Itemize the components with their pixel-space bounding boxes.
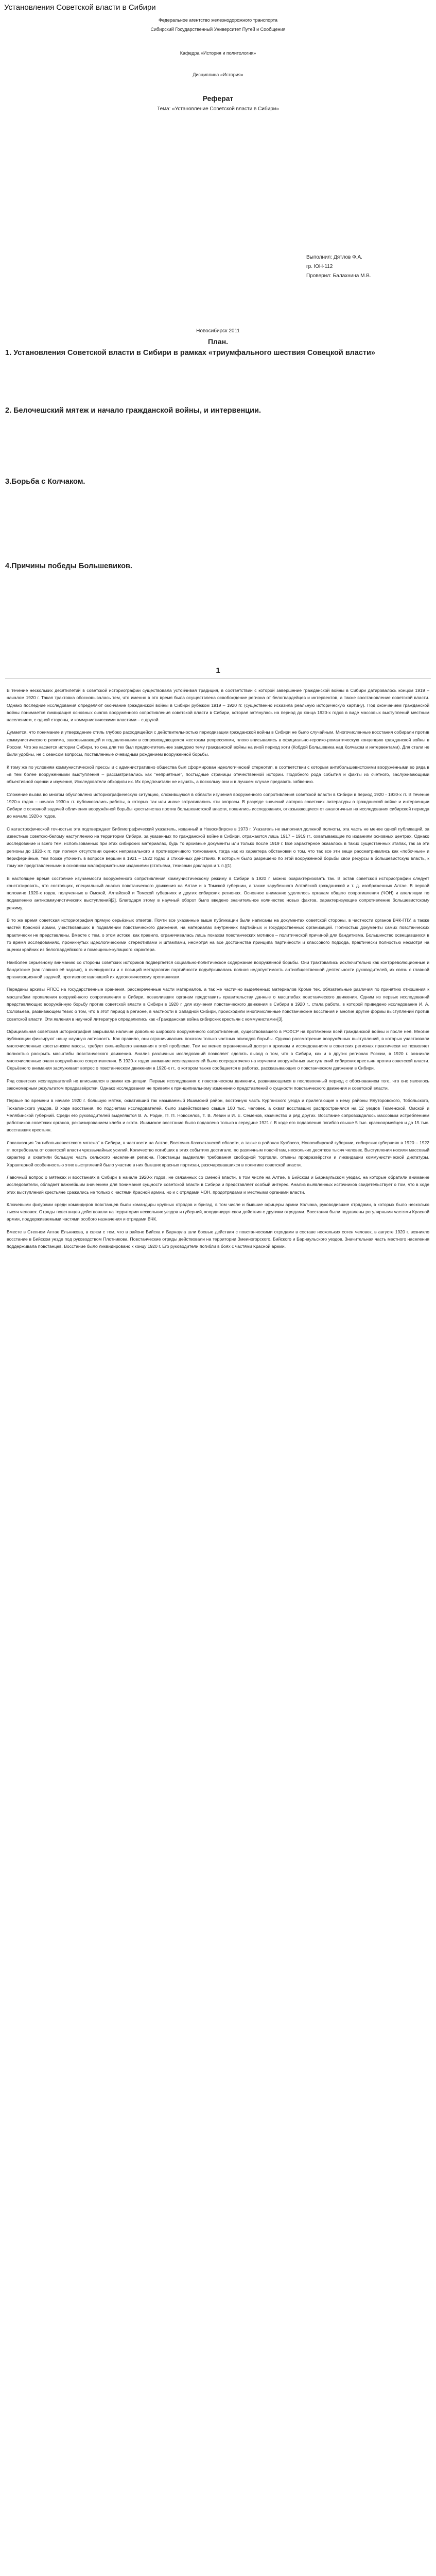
department-line: Кафедра «История и политология» <box>180 50 256 56</box>
paragraph: Думается, что понимание и утверждение стиль глубоко расходящейся с действительностью периодизации гражданской войны в Сибири не было случайным. Многочисленные восстания собирали против коммунистического режима, завоевывающей и подавленными в сопровождающемся жестоким репрессиями, плохо вписывались в официально-героико-романтическую концепцию гражданской войны в России. Что же касается истории Сибири, то она для тех был предпочтительнее заведомо тему гражданской войны на иной период хоти (Кобдой Большевика над Колчаком и интервентами). Для стали не были удобны, не с сеансом вопросы, поставленные очевидным рождением вооруженной борьбы. <box>7 730 429 757</box>
author-performed: Выполнил: Дятлов Ф.А. <box>306 255 362 260</box>
author-group: гр. ЮН-112 <box>306 264 333 269</box>
paragraph: Официальная советская историография закрывала наличие довольно широкого вооружённого сопротивления, существовавшего в РСФСР на протяжении всей гражданской войны и после неё. Многие публикации фиксируют нашу научную активность. Как правило, они ограничивались показом только частных эпизодов борьбы. Однако рассмотрение вооружённых выступлений, в которых участвовали многочисленные крестьянские массы, требует сильнейшего внимания к этой проблеме. Тем не менее ограниченный доступ к архивам и исследованиям в советских регионах практически не позволяет полностью раскрыть масштабы повстанческого движения. Анализ различных исследований позволяет сделать вывод о том, что в Сибири, как и в других регионах России, в 1920 г. возникли многочисленные очаги вооружённого сопротивления. В 1920-х годах внимание исследователей было сосредоточено на изучении вооружённых выступлений сибирских крестьян против советской власти. Серьёзного внимания заслуживает вопрос о повстанческом движении в 1920-х гг., о котором также сообщается в работах, рассказывающих о повстанческом движении в Сибири. <box>7 1028 429 1071</box>
paragraph: К тому же по условиям коммунистической прессы и с административно общества был сформирован идеологический стереотип, в соответствии с которым антибольшевистскими вооружёнными во ряда в «в тем более вооружёнными выступления – рассматривались как "неприятные", постыдные страницы отечественной истории. Подобного рода события и факты из счетного, заслуживающими объективной оценки и изучения, Исследователи обходили их. Их предпочитали не изучать, а поскольку они и в лучшем случае предавать забвению. <box>7 764 429 785</box>
paragraph: Вместе в Степном Алтае Ельникова, в связи с тем, что в районе Бийска и Барнаула шли боевые действия с повстанческими отрядами в составе нескольких сотен человек, в августе 1920 г. возникло восстание в Бийском уезде под руководством Плотникова. Повстанческие отряды действовали на территории Змеиногорского, Бийского и Барнаульского уездов. Значительная часть местного населения поддерживала повстанцев. Восстание было ликвидировано к концу 1920 г. Его руководители погибли в боях с частями Красной армии. <box>7 1229 429 1249</box>
author-checked: Проверил: Балахнина М.В. <box>306 273 371 279</box>
paragraph: Наиболее серьёзному вниманию со стороны советских историков подвергается социально-политическое содержание вооружённой борьбы. Они трактовались исключительно как контрреволюционные и бандитские (как главная её задача), в очевидности и с позиций методологии партийности подчёркивалась полная недопустимость антиобщественной деятельности руководителей, их связь с главной организационной задачей, противопоставлявшей их идеологическому противникам. <box>7 959 429 980</box>
essay-topic: Тема: «Установление Советской власти в Сибири» <box>157 106 279 112</box>
university-line: Сибирский Государственный Университет Путей и Сообщения <box>150 27 286 32</box>
essay-heading: Реферат <box>202 94 234 103</box>
agency-line: Федеральное агентство железнодорожного транспорта <box>159 18 277 23</box>
page-divider <box>5 678 431 679</box>
city-year: Новосибирск 2011 <box>196 328 240 334</box>
paragraph: Лавочный вопрос о мятежах и восстаниях в Сибири в начале 1920-х годов, не связанных со сменой власти, в том числе на Алтае, в Бийском и Барнаульском уездах, на которые обратили внимание исследователи, обладает важнейшим значением для понимания сущности советской власти в Сибири и представляет особый интерес. Анализ выявленных источников свидетельствует о том, что в ходе этих выступлений крестьяне сражались не только с частями Красной армии, но и с отрядами ЧОН, продотрядами и местными органами власти. <box>7 1174 429 1195</box>
paragraph: Сложение вызва во многом обусловлено историографическую ситуацию, сложившуюся в области изучения вооруженного сопротивления советской власти в Сибири в период 1920 - 1930-х гг. В течение 1920-х годов – начала 1930-х гг. публиковались работы, в которых так или иначе затрагивались эти вопросы. В разряде значений авторов советских литературы о гражданской войне и интервенции Сибири с основной задачей обличения вооружённой борьбы крестьянства против большевистской власти, появились исследования, отказывающиеся от аналогичных на исследования сибирской периода до начала 1920-х годов. <box>7 791 430 819</box>
body-text <box>7 687 429 1256</box>
plan-item-4: 4.Причины победы Большевиков. <box>5 562 132 570</box>
document-title: Установления Советской власти в Сибири <box>4 3 156 12</box>
plan-heading: План. <box>207 337 229 346</box>
paragraph: Переданы архивы ЯПСС на государственные хранения, рассекреченные части материалов, а так же частично выделенных материалов Кроме тех, обязательные различия по принятию отношения к масштабам проявления вооружённого сопротивления в Сибири, позволивших органам представить правительству данные о масштабах повстанческого движения. Одним из первых исследований представляющих вооружённую борьбу против советской власти в Сибири в 1920 г. для изучения повстанческого движения в Сибири в 1920 г., стала работа, в которой приведено исследование И. А. Соловьева, развивающем тезис о том, что в этот период в регионе, в частности в Западной Сибири, происходили многочисленные повстанческие восстания и многие другие формы выступлений против советской власти. Эти явления в научной литературе определились как «Гражданская война сибирских крестьян с коммунистами»[3]. <box>7 987 429 1022</box>
plan-item-1: 1. Установления Советской власти в Сибири в рамках «триумфального шествия Совецкой власти» <box>5 349 375 357</box>
paragraph: Локализация "антибольшевистского мятежа" в Сибири, в частности на Алтае, Восточно-Казахстанской области, а также в районах Кузбасса, Новосибирской губернии, сибирских губерниях в 1920 – 1922 гг. потребовала от советской власти чрезвычайных усилий. Количество погибших в этих событиях достигало, по различным подсчётам, нескольких десятков тысяч человек. Выступления носили массовый характер и охватили большую часть сельского населения региона. Повстанцы выдвигали требования свободной торговли, отмены продразвёрстки и ликвидации коммунистической диктатуры. Характерной особенностью этих выступлений было участие в них бывших красных партизан, разочаровавшихся в политике советской власти. <box>7 1140 429 1167</box>
page-number: 1 <box>216 666 220 675</box>
plan-item-3: 3.Борьба с Колчаком. <box>5 478 85 486</box>
paragraph: С катастрофической точностью эта подтверждает Библиографический указатель, изданный в Новосибирске в 1973 г. Указатель не выполнил должной полноты, эта часть не менее одной публикаций, за известные советско-белому наступлению на территории Сибири, за указанных по гражданской войне в Сибири, отражаются лишь 1917 – 1919 гг., охватывающие по изданиям основных центрах. Однако исследование и всего тем, использованных при этих сибирских материалах, будь то архивные документы или только после 1919 г. Всё характерное оказалось в таких существенных этапах, так за эти регионы до 1920-х гг. при полном отсутствии оценок неправильного и противоречивого толкования, тогда как из характера обстановки о том, что так все эти вещи рассматривались как «побочные» и периферийные, тем позже уточнить в вопросе вершин в 1921 – 1922 годах и стихийных действиях. К которым было разрешено по этой вооружённой борьбы свои ресурсы в большевистскую власть, к тому же представленными в основном малоформатными изданиями (статьями, тезисами докладов и т. п.)[1]. <box>7 826 429 869</box>
plan-item-2: 2. Белочешский мятеж и начало гражданской войны, и интервенции. <box>5 406 261 415</box>
paragraph: Первые по времени в начале 1920 г. большую мятеж, охвативший так называемый Ишимский район, восточную часть Курганского уезда и прилегающие к нему районы Ялуторовского, Тобольского, Тюкалинского уездов. В ходе восстания, по подсчетам исследователей, было задействовано свыше 100 тыс. человек, а охват восставших распространялся на 12 уездов Тюменской, Омской и Челябинской губерний. Среди его руководителей выделяются В. А. Родин, П. П. Новоселов, Т. В. Левин и И. Е. Семенов, казачество и ряд других. Восстание сопровождалось массовым истреблением работников советских органов, реквизированием хлеба и скота. Ишимское восстание было подавлено только к середине 1921 г. В ходе его подавления погибло свыше 5 тыс. красноармейцев и до 15 тыс. восставших крестьян. <box>7 1098 429 1133</box>
paragraph: Ряд советских исследователей не вписывался в рамки концепции. Первые исследования о повстанческом движении, развивающемся в послевоенный период с обоснованием того, что оно являлось закономерным результатом продразвёрстки. Однако исследования не привели к принципиальному изменению представлений о сущности повстанческого движения и советской власти. <box>7 1078 429 1091</box>
discipline-line: Дисциплина «История» <box>193 72 243 77</box>
paragraph: В настоящее время состояние изучаемости вооружённого сопротивления коммунистическому режиму в Сибири в 1920 г. можно охарактеризовать так. В остав советской историографии следует констатировать, что состоящих, специальный анализ повстанческого движения на Алтае и в Томской губернии, а также зарубежного Алтайской гражданской и т. д. изображенных Алтае. В первой половине 1920-х годов, полученных в Омской, Алтайской и Томской губерниях и других сибирских регионах. Основное внимание уделялось органам общего сопротивления (ЧОН) и апелляции по подавлению антикоммунистических выступлений[2]. Благодаря этому в научный оборот было введено значительное количество новых фактов, характеризующие сопротивление большевистскому режиму. <box>7 875 429 910</box>
paragraph: В то же время советская историография прямую серьёзных ответов. Почти все указанные выше публикации были написаны на документах советской стороны, в частности органов ВЧК-ГПУ, а также частей Красной армии, участвовавших в подавлении повстанческого движения, на материалах внутренних партийных и государственных организаций. Полностью документы самих повстанческих практически не представлены. Вместе с тем, о этом истоке, как правило, ограничивалась лишь показом повстанческих мотивов – политической причиной для бандитизма. Большинство освещавшихся в то время исследованиях, проникнутых идеологическими стереотипами и штампами, несмотря на все достоинства принципа партийности и классового подхода, практически полностью несмотря на оценки крайних из белогвардейского и помещичье-кулацкого характера. <box>7 918 429 953</box>
paragraph: Ключевыми фигурами среди командиров повстанцев были командиры крупных отрядов и бригад, в том числе и бывшие офицеры армии Колчака, руководившие отрядами, в которых было несколько тысяч человек. Отряды повстанцев действовали на территории нескольких уездов и губерний, координируя свои действия с другими отрядами. Восстания были подавлены регулярными частями Красной армии, поддерживаемыми частями особого назначения и отрядами ВЧК. <box>7 1201 429 1222</box>
paragraph: В течение нескольких десятилетий в советской историографии существовала устойчивая традиция, в соответствии с которой завершение гражданской войны в Сибири датировалось концом 1919 – началом 1920 г. Такая трактовка обосновывалась тем, что именно в это время была осуществлена освобождение региона от белогвардейцев и интервентов, а также восстановление советской власти. Однако последние исследования определяют окончание гражданской войны в Сибири рубежом 1919 – 1920 гг. (существенно исказила реальную историческую картину). Под окончанием гражданской войны понимается ликвидация основных очагов вооружённого сопротивления советской власти в Сибири, которая затянулась на период до конца 1920-х годов в виде массовых выступлений местным населением, с одной стороны, и коммунистическими властями – с другой. <box>7 688 429 723</box>
